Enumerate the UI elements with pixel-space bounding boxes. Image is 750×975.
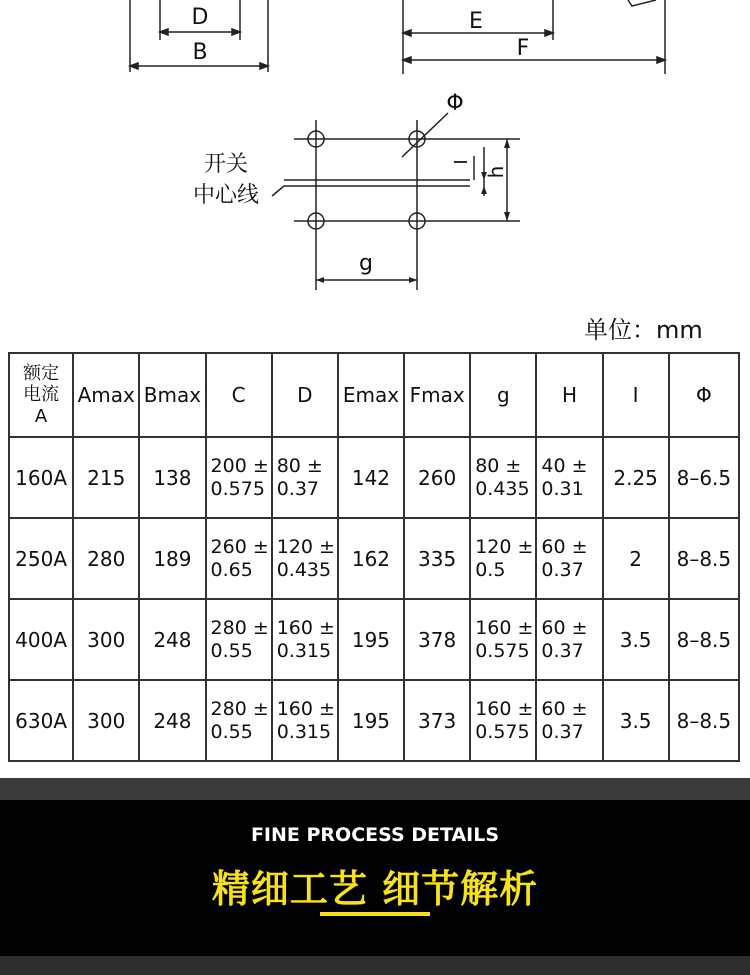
dim-i-label: I (451, 159, 472, 165)
cell-rated: 160A (9, 437, 73, 518)
cell-h: 60 ± 0.37 (536, 680, 602, 761)
header-phi: Φ (669, 353, 739, 437)
header-emax: Emax (338, 353, 404, 437)
cell-fmax: 378 (404, 599, 470, 680)
cell-g: 160 ± 0.575 (470, 599, 536, 680)
header-bmax: Bmax (139, 353, 205, 437)
cell-h: 40 ± 0.31 (536, 437, 602, 518)
cell-phi: 8–8.5 (669, 518, 739, 599)
cell-amax: 300 (73, 680, 139, 761)
section-banner (0, 778, 750, 975)
cell-emax: 195 (338, 680, 404, 761)
cell-g: 120 ± 0.5 (470, 518, 536, 599)
header-h: H (536, 353, 602, 437)
cell-d: 120 ± 0.435 (272, 518, 338, 599)
banner-bottom-stripe (0, 956, 750, 975)
cell-phi: 8–8.5 (669, 599, 739, 680)
table-header-row (9, 353, 739, 437)
cell-h: 60 ± 0.37 (536, 599, 602, 680)
cell-i: 3.5 (603, 599, 669, 680)
cell-bmax: 248 (139, 680, 205, 761)
header-rated-current: 额定 电流 A (9, 353, 73, 437)
cell-g: 80 ± 0.435 (470, 437, 536, 518)
header-c: C (206, 353, 272, 437)
dim-phi-label: Φ (446, 91, 464, 116)
banner-top-stripe (0, 778, 750, 800)
cell-d: 160 ± 0.315 (272, 680, 338, 761)
cell-phi: 8–8.5 (669, 680, 739, 761)
cell-c: 280 ± 0.55 (206, 599, 272, 680)
cell-i: 3.5 (603, 680, 669, 761)
cell-amax: 215 (73, 437, 139, 518)
table-row (9, 518, 739, 599)
cell-phi: 8–6.5 (669, 437, 739, 518)
cell-emax: 142 (338, 437, 404, 518)
switch-centerline-label-1: 开关 (203, 152, 249, 177)
cell-rated: 250A (9, 518, 73, 599)
spec-table (8, 352, 740, 762)
dim-b-label: B (192, 40, 208, 65)
cell-rated: 630A (9, 680, 73, 761)
header-fmax: Fmax (404, 353, 470, 437)
right-dimension-group (403, 0, 665, 74)
cell-bmax: 189 (139, 518, 205, 599)
table-row (9, 599, 739, 680)
dim-e-label: E (469, 9, 483, 34)
table-row (9, 437, 739, 518)
cell-fmax: 335 (404, 518, 470, 599)
cell-c: 280 ± 0.55 (206, 680, 272, 761)
cell-bmax: 248 (139, 599, 205, 680)
cell-c: 200 ± 0.575 (206, 437, 272, 518)
cell-g: 160 ± 0.575 (470, 680, 536, 761)
cell-h: 60 ± 0.37 (536, 518, 602, 599)
dim-g-label: g (359, 251, 373, 276)
table-row (9, 680, 739, 761)
cell-rated: 400A (9, 599, 73, 680)
unit-label: 单位：mm (584, 316, 703, 344)
header-amax: Amax (73, 353, 139, 437)
cell-emax: 195 (338, 599, 404, 680)
cell-i: 2.25 (603, 437, 669, 518)
header-g: g (470, 353, 536, 437)
cell-d: 160 ± 0.315 (272, 599, 338, 680)
dimension-diagram (0, 0, 750, 300)
dim-d-label: D (191, 5, 209, 30)
cell-fmax: 373 (404, 680, 470, 761)
cell-amax: 280 (73, 518, 139, 599)
cell-amax: 300 (73, 599, 139, 680)
cell-fmax: 260 (404, 437, 470, 518)
hole-pattern (272, 113, 520, 290)
banner-underline (320, 912, 430, 916)
banner-subtitle: FINE PROCESS DETAILS (250, 824, 500, 846)
banner-title: 精细工艺 细节解析 (211, 867, 539, 911)
dim-h-label: h (484, 165, 508, 179)
header-d: D (272, 353, 338, 437)
dim-f-label: F (516, 36, 530, 61)
cell-d: 80 ± 0.37 (272, 437, 338, 518)
cell-bmax: 138 (139, 437, 205, 518)
cell-i: 2 (603, 518, 669, 599)
header-i: I (603, 353, 669, 437)
cell-emax: 162 (338, 518, 404, 599)
switch-centerline-label-2: 中心线 (192, 183, 260, 208)
cell-c: 260 ± 0.65 (206, 518, 272, 599)
